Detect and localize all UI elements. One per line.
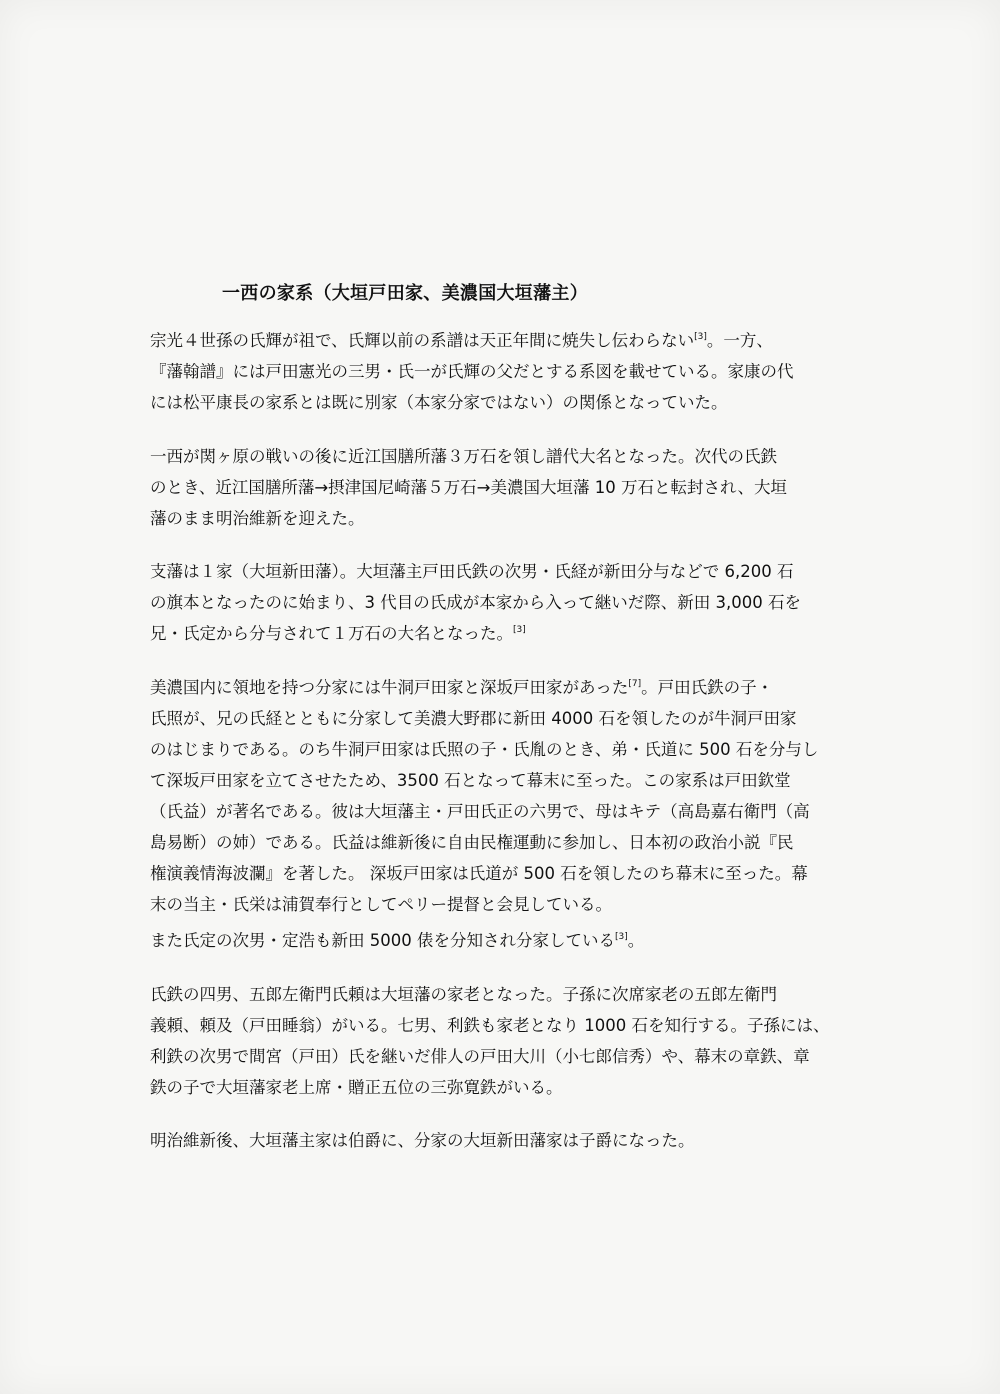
text-line xyxy=(150,765,870,796)
text-line xyxy=(150,979,870,1010)
citation-ref[interactable]: [3] xyxy=(694,332,707,342)
text-line xyxy=(150,827,870,858)
text-line xyxy=(150,672,870,703)
line-text: には松平康長の家系とは既に別家（本家分家ではない）の関係となっていた。 xyxy=(150,393,728,412)
paragraph xyxy=(150,325,870,418)
paragraph xyxy=(150,979,870,1103)
citation-ref[interactable]: [7] xyxy=(628,679,642,689)
text-line xyxy=(150,618,870,649)
line-text: 義頼、頼及（戸田睡翁）がいる。七男、利鉄も家老となり 1000 石を知行する。子孫には、 xyxy=(150,1016,830,1035)
text-line xyxy=(150,1072,870,1103)
line-text: 兄・氏定から分与されて１万石の大名となった。 xyxy=(150,624,513,643)
paragraph xyxy=(150,1125,870,1156)
line-text: 末の当主・氏栄は浦賀奉行としてペリー提督と会見している。 xyxy=(150,895,612,914)
paragraph xyxy=(150,441,870,534)
paragraph xyxy=(150,925,870,956)
line-text: （氏益）が著名である。彼は大垣藩主・戸田氏正の六男で、母はキテ（高島嘉右衛門（高 xyxy=(150,802,810,821)
line-text: て深坂戸田家を立てさせたため、3500 石となって幕末に至った。この家系は戸田欽堂 xyxy=(150,771,791,790)
text-line xyxy=(150,1010,870,1041)
text-line xyxy=(150,796,870,827)
paragraph xyxy=(150,672,870,920)
line-text-tail: 。一方、 xyxy=(706,331,773,350)
line-text: 美濃国内に領地を持つ分家には牛洞戸田家と深坂戸田家があった xyxy=(150,678,629,697)
text-line xyxy=(150,734,870,765)
text-line xyxy=(150,472,870,503)
line-text: 氏鉄の四男、五郎左衛門氏頼は大垣藩の家老となった。子孫に次席家老の五郎左衛門 xyxy=(150,985,777,1004)
text-line xyxy=(150,1041,870,1072)
text-line xyxy=(150,1125,870,1156)
line-text: 氏照が、兄の氏経とともに分家して美濃大野郡に新田 4000 石を領したのが牛洞戸田家 xyxy=(150,709,797,728)
citation-ref[interactable]: [3] xyxy=(614,932,628,942)
line-text: 利鉄の次男で間宮（戸田）氏を継いだ俳人の戸田大川（小七郎信秀）や、幕末の章鉄、章 xyxy=(150,1047,810,1066)
text-line xyxy=(150,387,870,418)
paragraph xyxy=(150,556,870,649)
line-text: の旗本となったのに始まり、3 代目の氏成が本家から入って継いだ際、新田 3,000 石を xyxy=(150,593,801,612)
line-text: 鉄の子で大垣藩家老上席・贈正五位の三弥寛鉄がいる。 xyxy=(150,1078,563,1097)
line-text: 島易断）の姉）である。氏益は維新後に自由民権運動に参加し、日本初の政治小説『民 xyxy=(150,833,794,852)
line-text: また氏定の次男・定浩も新田 5000 俵を分知され分家している xyxy=(150,931,615,950)
text-line xyxy=(150,441,870,472)
page-title: 一西の家系（大垣戸田家、美濃国大垣藩主） xyxy=(222,283,588,304)
text-line xyxy=(150,503,870,534)
line-text: 一西が関ヶ原の戦いの後に近江国膳所藩３万石を領し譜代大名となった。次代の氏鉄 xyxy=(150,447,777,466)
text-line xyxy=(150,858,870,889)
line-text: 藩のまま明治維新を迎えた。 xyxy=(150,509,365,528)
line-text: 宗光４世孫の氏輝が祖で、氏輝以前の系譜は天正年間に焼失し伝わらない xyxy=(150,331,695,350)
text-line xyxy=(150,587,870,618)
line-text-tail: 。戸田氏鉄の子・ xyxy=(641,678,774,697)
text-line xyxy=(150,356,870,387)
line-text: 支藩は１家（大垣新田藩）。大垣藩主戸田氏鉄の次男・氏経が新田分与などで 6,200 石 xyxy=(150,562,794,581)
text-line xyxy=(150,889,870,920)
text-line xyxy=(150,325,870,356)
line-text: 『藩翰譜』には戸田憲光の三男・氏一が氏輝の父だとする系図を載せている。家康の代 xyxy=(150,362,794,381)
line-text: のとき、近江国膳所藩→摂津国尼崎藩５万石→美濃国大垣藩 10 万石と転封され、大垣 xyxy=(150,478,787,497)
text-line xyxy=(150,556,870,587)
line-text: のはじまりである。のち牛洞戸田家は氏照の子・氏胤のとき、弟・氏道に 500 石を分与し xyxy=(150,740,819,759)
line-text-tail: 。 xyxy=(627,931,645,950)
citation-ref[interactable]: [3] xyxy=(513,625,526,635)
text-line xyxy=(150,703,870,734)
line-text: 権演義情海波瀾』を著した。 深坂戸田家は氏道が 500 石を領したのち幕末に至った。幕 xyxy=(150,864,808,883)
text-line xyxy=(150,925,870,956)
line-text: 明治維新後、大垣藩主家は伯爵に、分家の大垣新田藩家は子爵になった。 xyxy=(150,1131,695,1150)
